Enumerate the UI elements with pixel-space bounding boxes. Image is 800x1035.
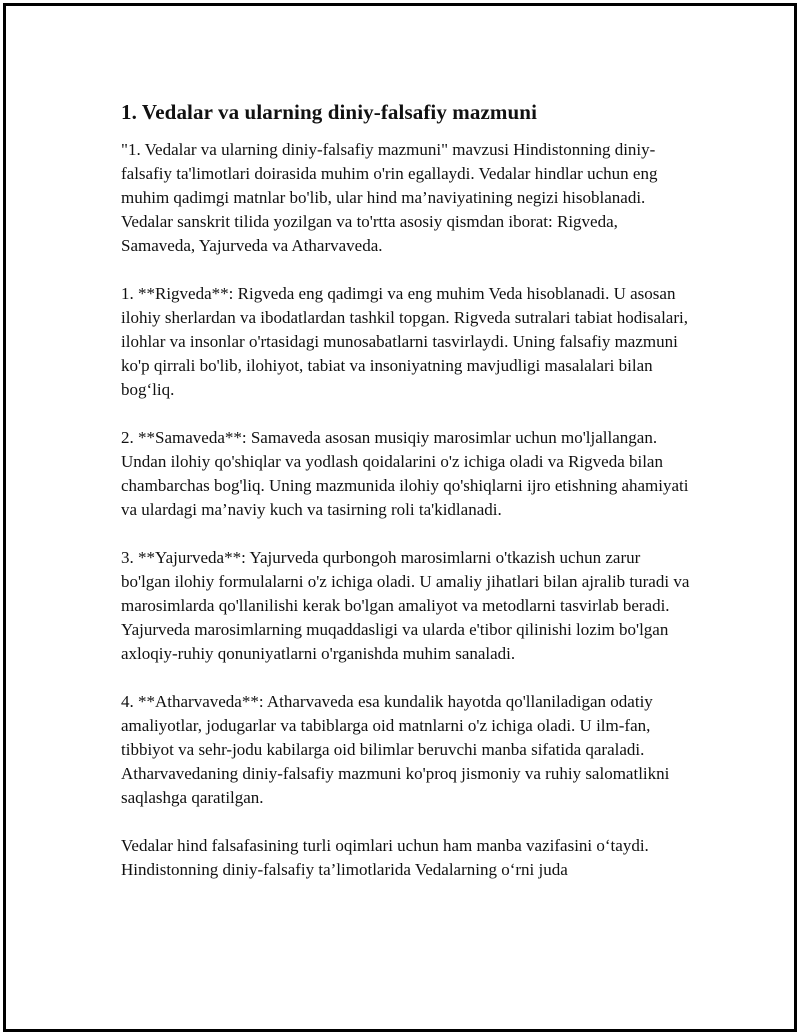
page-frame <box>3 3 797 1032</box>
atharvaveda-paragraph: 4. **Atharvaveda**: Atharvaveda esa kundalik hayotda qo'llaniladigan odatiy amaliyotlar, jodugarlar va tabiblarga oid matnlarni o'z ichiga oladi. U ilm-fan, tibbiyot va sehr-jodu kabilarga oid bilimlar beruvchi manba sifatida qaraladi. Atharvavedaning diniy-falsafiy mazmuni ko'proq jismoniy va ruhiy salomatlikni saqlashga qaratilgan. <box>121 692 670 807</box>
closing-paragraph: Vedalar hind falsafasining turli oqimlari uchun ham manba vazifasini o‘taydi. Hindistonning diniy-falsafiy ta’limotlarida Vedalarning o‘rni juda <box>121 836 649 879</box>
rigveda-paragraph: 1. **Rigveda**: Rigveda eng qadimgi va eng muhim Veda hisoblanadi. U asosan ilohiy sherlardan va ibodatlardan tashkil topgan. Rigveda sutralari tabiat hodisalari, ilohlar va insonlar o'rtasidagi munosabatlarni tasvirlaydi. Uning falsafiy mazmuni ko'p qirrali bo'lib, ilohiyot, tabiat va insoniyatning mavjudligi masalalari bilan bog‘liq. <box>121 284 688 399</box>
document-title: 1. Vedalar va ularning diniy-falsafiy mazmuni <box>121 100 538 124</box>
intro-paragraph: "1. Vedalar va ularning diniy-falsafiy mazmuni" mavzusi Hindistonning diniy-falsafiy ta'limotlari doirasida muhim o'rin egallaydi. Vedalar hindlar uchun eng muhim qadimgi matnlar bo'lib, ular hind ma’naviyatining negizi hisoblanadi. Vedalar sanskrit tilida yozilgan va to'rtta asosiy qismdan iborat: Rigveda, Samaveda, Yajurveda va Atharvaveda. <box>121 140 658 255</box>
samaveda-paragraph: 2. **Samaveda**: Samaveda asosan musiqiy marosimlar uchun mo'ljallangan. Undan ilohiy qo'shiqlar va yodlash qoidalarini o'z ichiga oladi va Rigveda bilan chambarchas bog'liq. Uning mazmunida ilohiy qo'shiqlarni ijro etishning ahamiyati va ulardagi ma’naviy kuch va tasirning roli ta'kidlanadi. <box>121 428 689 519</box>
document-body <box>121 98 693 906</box>
yajurveda-paragraph: 3. **Yajurveda**: Yajurveda qurbongoh marosimlarni o'tkazish uchun zarur bo'lgan ilohiy formulalarni o'z ichiga oladi. U amaliy jihatlari bilan ajralib turadi va marosimlarda qo'llanilishi kerak bo'lgan amaliyot va metodlarni tasvirlab beradi. Yajurveda marosimlarning muqaddasligi va ularda e'tibor qilinishi lozim bo'lgan axloqiy-ruhiy qonuniyatlarni o'rganishda muhim sanaladi. <box>121 548 690 663</box>
